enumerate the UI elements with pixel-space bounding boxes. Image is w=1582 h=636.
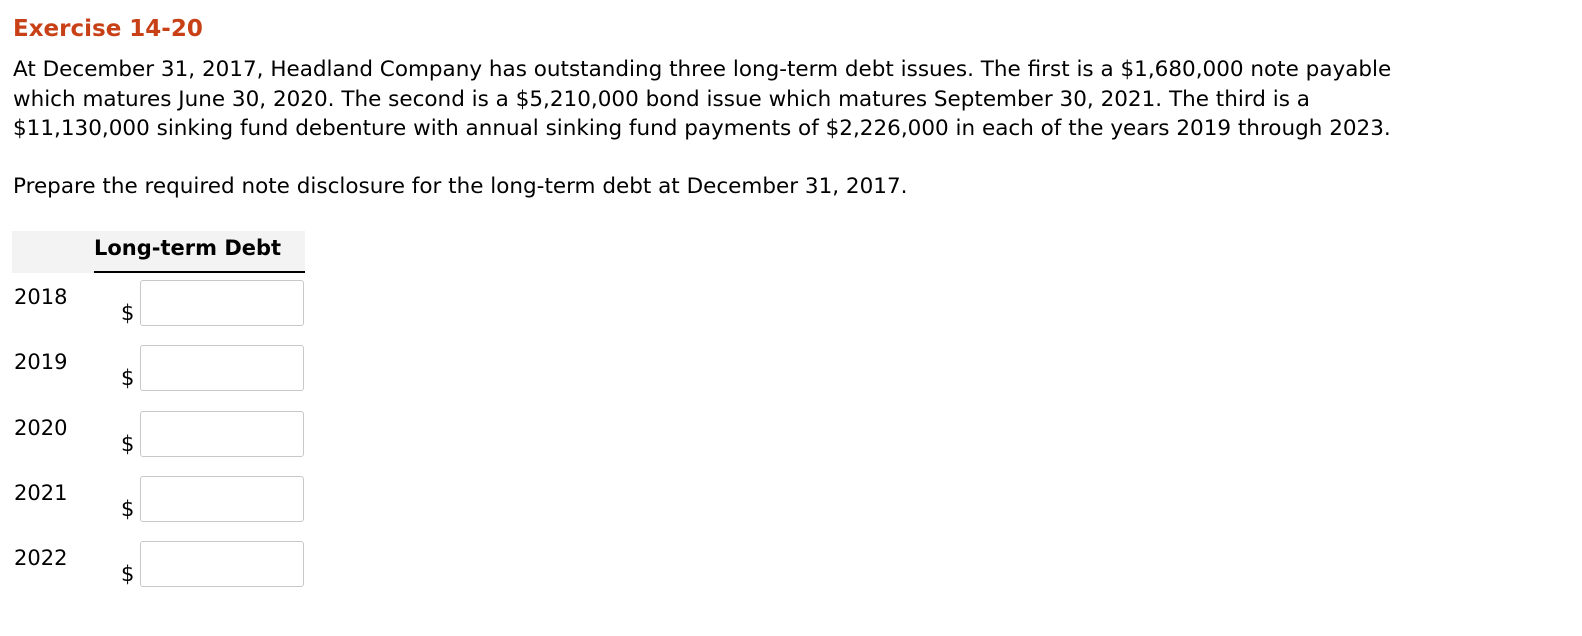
currency-symbol: $ [121, 366, 135, 390]
table-row [0, 345, 320, 395]
year-label-2022: 2022 [14, 546, 68, 570]
table-row [0, 411, 320, 461]
year-label-2020: 2020 [14, 416, 68, 440]
currency-symbol: $ [121, 432, 135, 456]
amount-input-2018[interactable] [140, 280, 304, 326]
amount-input-2022[interactable] [140, 541, 304, 587]
year-label-2021: 2021 [14, 481, 68, 505]
amount-input-2020[interactable] [140, 411, 304, 457]
year-label-2019: 2019 [14, 350, 68, 374]
currency-symbol: $ [121, 562, 135, 586]
instruction-text: Prepare the required note disclosure for the long-term debt at December 31, 2017. [13, 174, 908, 199]
amount-input-2021[interactable] [140, 476, 304, 522]
problem-statement [13, 55, 1573, 144]
currency-symbol: $ [121, 497, 135, 521]
exercise-title: Exercise 14-20 [13, 16, 203, 42]
table-row [0, 541, 320, 591]
problem-line: which matures June 30, 2020. The second is a $5,210,000 bond issue which matures September 30, 2021. The third is a [13, 86, 1310, 112]
problem-line: $11,130,000 sinking fund debenture with annual sinking fund payments of $2,226,000 in each of the years 2019 through 2023. [13, 116, 1391, 141]
amount-input-2019[interactable] [140, 345, 304, 391]
year-label-2018: 2018 [14, 285, 68, 309]
table-row [0, 476, 320, 526]
problem-line: At December 31, 2017, Headland Company has outstanding three long-term debt issues. The first is a $1,680,000 note payable [13, 57, 1392, 82]
column-header-long-term-debt: Long-term Debt [94, 231, 305, 273]
currency-symbol: $ [121, 301, 135, 325]
table-row [0, 280, 320, 330]
